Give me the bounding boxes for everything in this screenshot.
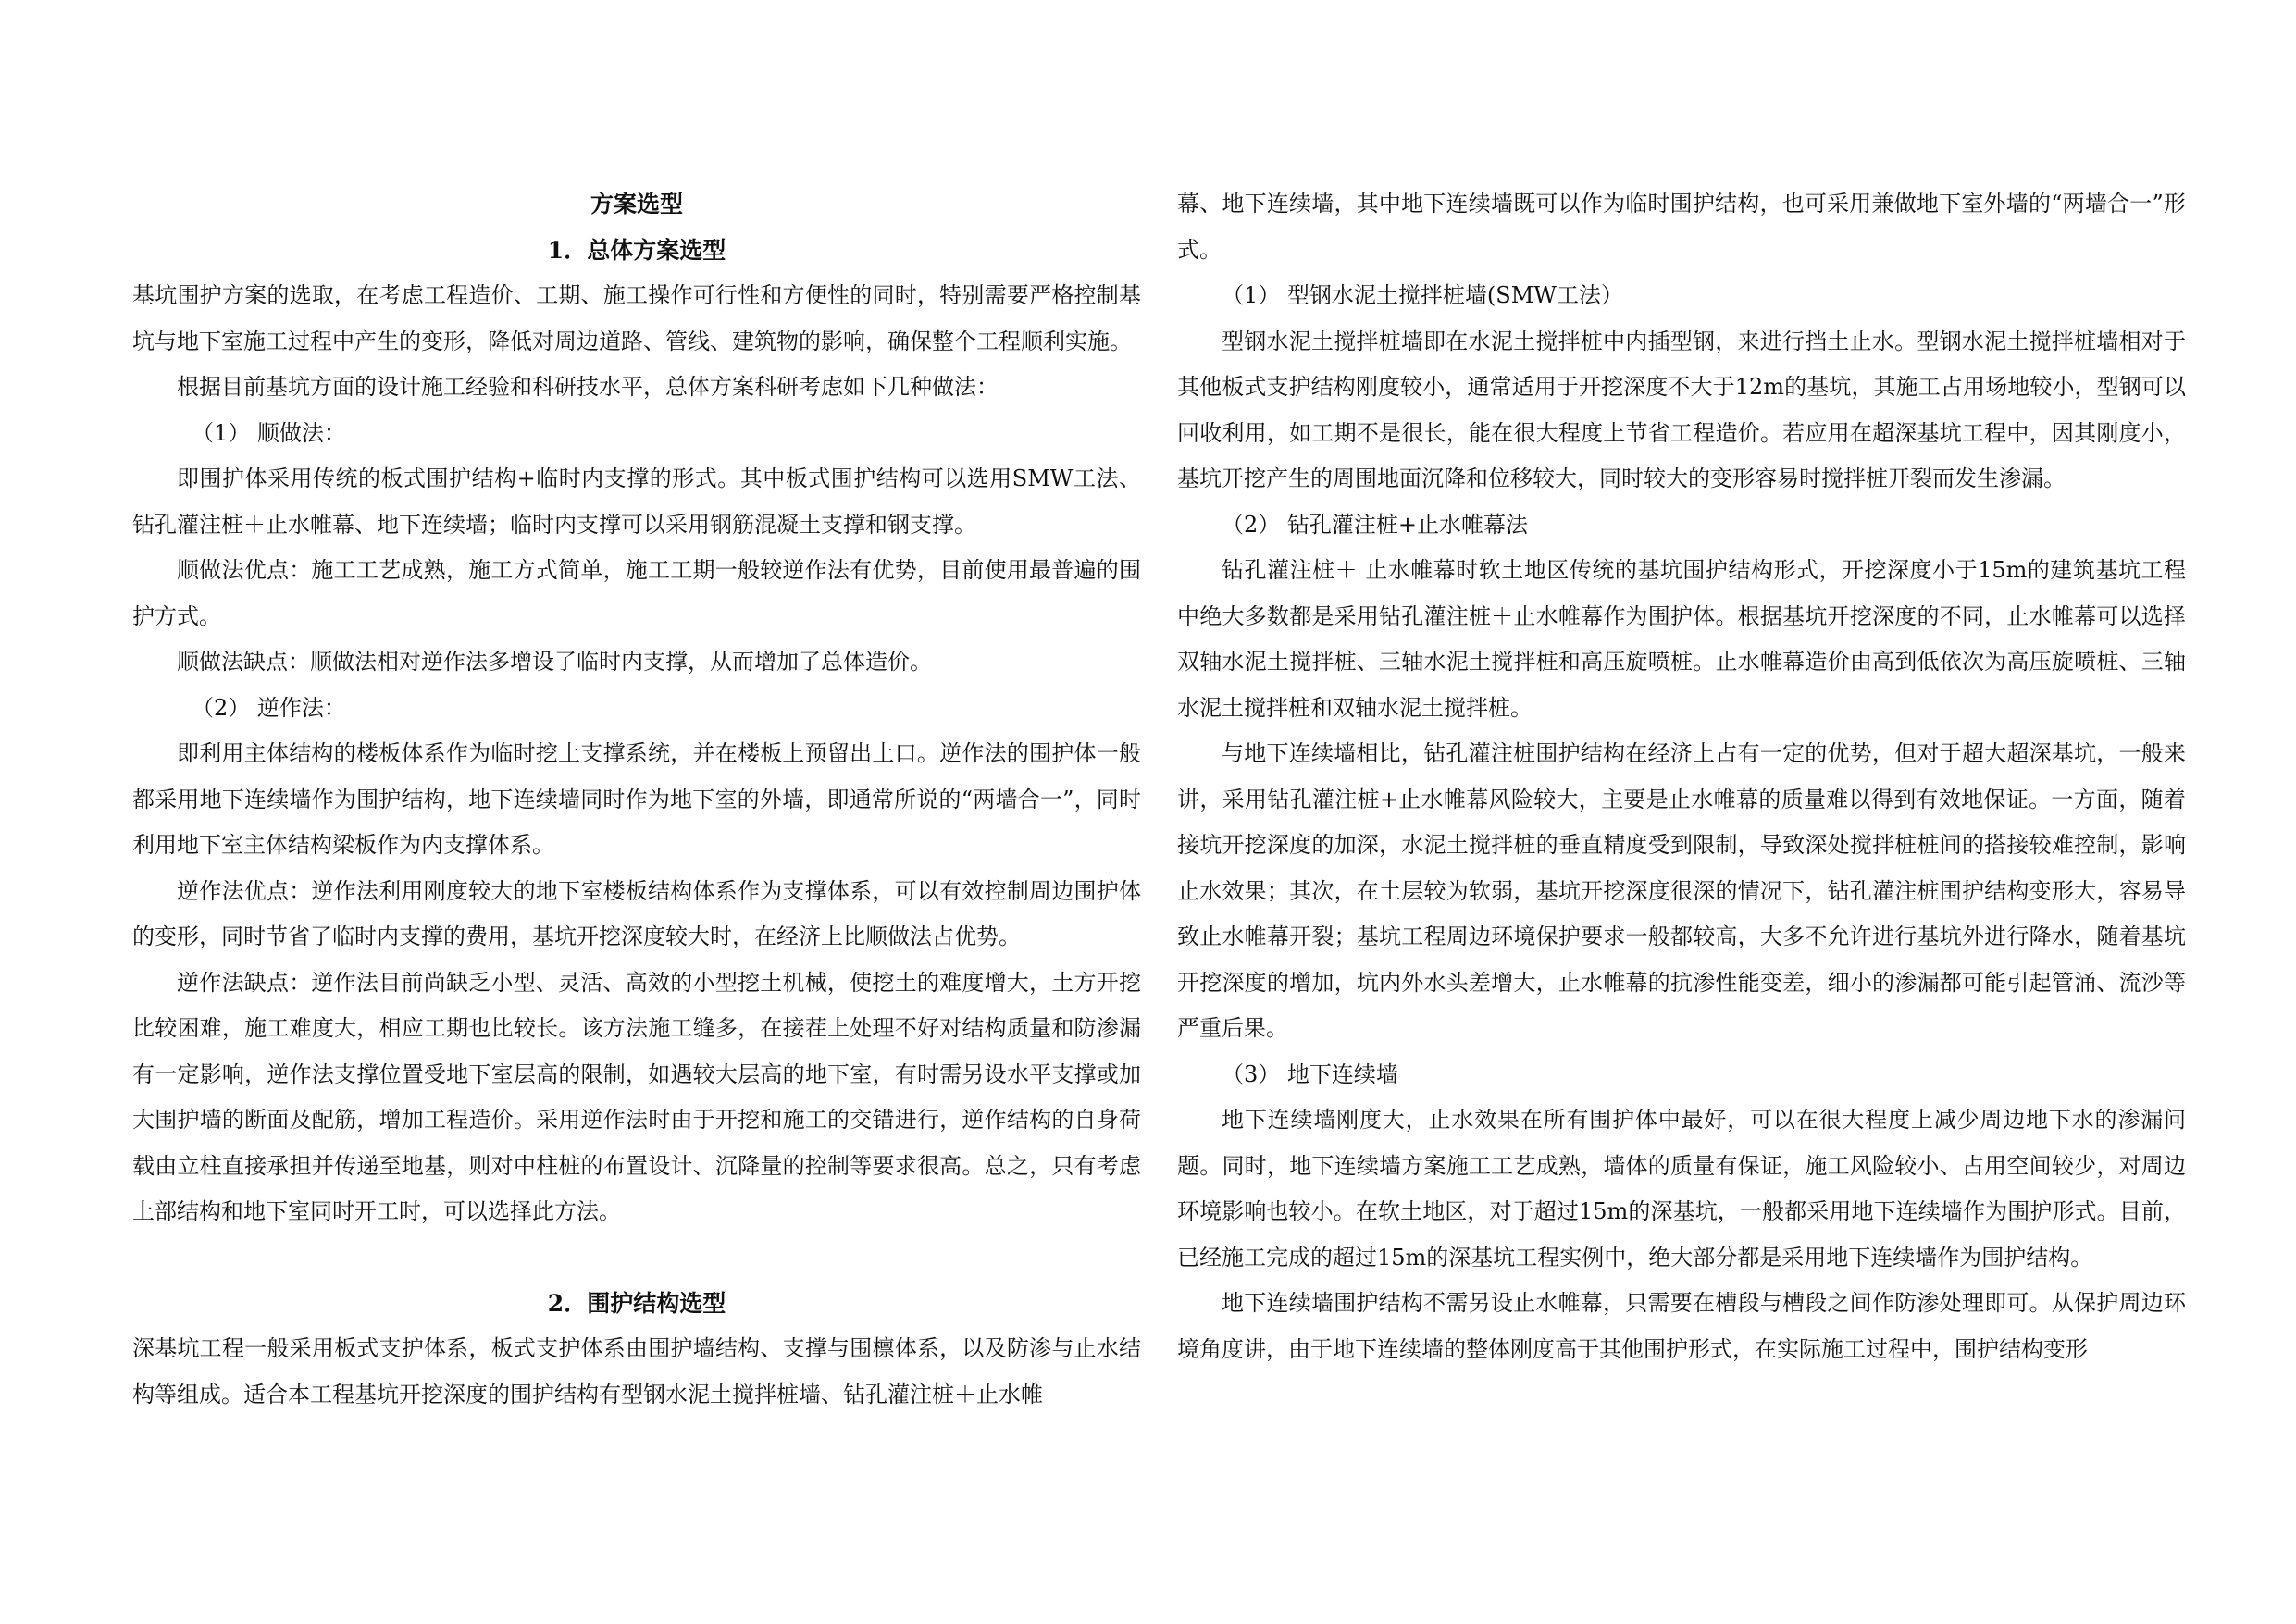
paragraph: 与地下连续墙相比，钻孔灌注桩围护结构在经济上占有一定的优势，但对于超大超深基坑，一般来讲，采用钻孔灌注桩+止水帷幕风险较大，主要是止水帷幕的质量难以得到有效地保证。一方面，随着接坑开挖深度的加深，水泥土搅拌桩的垂直精度受到限制，导致深处搅拌桩桩间的搭接较难控制，影响止水效果；其次，在土层较为软弱，基坑开挖深度很深的情况下，钻孔灌注桩围护结构变形大，容易导致止水帷幕开裂；基坑工程周边环境保护要求一般都较高，大多不允许进行基坑外进行降水，随着基坑开挖深度的增加，坑内外水头差增大，止水帷幕的抗渗性能变差，细小的渗漏都可能引起管涌、流沙等严重后果。 — [1177, 740, 2186, 1041]
paragraph: 逆作法优点：逆作法利用刚度较大的地下室楼板结构体系作为支撑体系，可以有效控制周边围护体的变形，同时节省了临时内支撑的费用，基坑开挖深度较大时，在经济上比顺做法占优势。 — [132, 877, 1141, 949]
paragraph: 顺做法缺点：顺做法相对逆作法多增设了临时内支撑，从而增加了总体造价。 — [177, 649, 932, 675]
paragraph: 型钢水泥土搅拌桩墙即在水泥土搅拌桩中内插型钢，来进行挡土止水。型钢水泥土搅拌桩墙相对于其他板式支护结构刚度较小，通常适用于开挖深度不大于12m的基坑，其施工占用场地较小，型钢可以回收利用，如工期不是很长，能在很大程度上节省工程造价。若应用在超深基坑工程中，因其刚度小，基坑开挖产生的周围地面沉降和位移较大，同时较大的变形容易时搅拌桩开裂而发生渗漏。 — [1177, 328, 2186, 491]
paragraph: 即围护体采用传统的板式围护结构+临时内支撑的形式。其中板式围护结构可以选用SMW工法、钻孔灌注桩＋止水帷幕、地下连续墙；临时内支撑可以采用钢筋混凝土支撑和钢支撑。 — [132, 465, 1141, 538]
right-column — [1177, 181, 2186, 1372]
paragraph: 地下连续墙刚度大，止水效果在所有围护体中最好，可以在很大程度上减少周边地下水的渗漏问题。同时，地下连续墙方案施工工艺成熟，墙体的质量有保证，施工风险较小、占用空间较少，对周边环境影响也较小。在软土地区，对于超过15m的深基坑，一般都采用地下连续墙作为围护形式。目前，已经施工完成的超过15m的深基坑工程实例中，绝大部分都是采用地下连续墙作为围护结构。 — [1177, 1107, 2186, 1271]
paragraph: 地下连续墙围护结构不需另设止水帷幕，只需要在槽段与槽段之间作防渗处理即可。从保护周边环境角度讲，由于地下连续墙的整体刚度高于其他围护形式，在实际施工过程中，围护结构变形 — [1177, 1290, 2186, 1362]
section-1-title: 1．总体方案选型 — [547, 236, 726, 264]
paragraph: 顺做法优点：施工工艺成熟，施工方式简单，施工工期一般较逆作法有优势，目前使用最普遍的围护方式。 — [132, 557, 1141, 629]
subheading-bored-pile: （2） 钻孔灌注桩+止水帷幕法 — [1222, 511, 1529, 538]
paragraph: 钻孔灌注桩＋ 止水帷幕时软土地区传统的基坑围护结构形式，开挖深度小于15m的建筑基坑工程中绝大多数都是采用钻孔灌注桩＋止水帷幕作为围护体。根据基坑开挖深度的不同，止水帷幕可以选择双轴水泥土搅拌桩、三轴水泥土搅拌桩和高压旋喷桩。止水帷幕造价由高到低依次为高压旋喷桩、三轴水泥土搅拌桩和双轴水泥土搅拌桩。 — [1177, 557, 2186, 721]
subheading-nizuofa: （2） 逆作法： — [192, 694, 346, 721]
paragraph: 根据目前基坑方面的设计施工经验和科研技水平，总体方案科研考虑如下几种做法： — [177, 374, 999, 400]
paragraph: 深基坑工程一般采用板式支护体系，板式支护体系由围护墙结构、支撑与围檩体系，以及防渗与止水结构等组成。适合本工程基坑开挖深度的围护结构有型钢水泥土搅拌桩墙、钻孔灌注桩＋止水帷 — [132, 1335, 1141, 1407]
subheading-shunzuofa: （1） 顺做法： — [192, 419, 346, 446]
paragraph: 逆作法缺点：逆作法目前尚缺乏小型、灵活、高效的小型挖土机械，使挖土的难度增大，土方开挖比较困难，施工难度大，相应工期也比较长。该方法施工缝多，在接茬上处理不好对结构质量和防渗漏有一定影响，逆作法支撑位置受地下室层高的限制，如遇较大层高的地下室，有时需另设水平支撑或加大围护墙的断面及配筋，增加工程造价。采用逆作法时由于开挖和施工的交错进行，逆作结构的自身荷载由立柱直接承担并传递至地基，则对中柱桩的布置设计、沉降量的控制等要求很高。总之，只有考虑上部结构和地下室同时开工时，可以选择此方法。 — [132, 969, 1141, 1224]
section-2-title: 2．围护结构选型 — [547, 1289, 726, 1317]
left-column — [132, 181, 1141, 1418]
paragraph: 即利用主体结构的楼板体系作为临时挖土支撑系统，并在楼板上预留出土口。逆作法的围护体一般都采用地下连续墙作为围护结构，地下连续墙同时作为地下室的外墙，即通常所说的“两墙合一”，同时利用地下室主体结构梁板作为内支撑体系。 — [132, 740, 1141, 858]
subheading-diaphragm-wall: （3） 地下连续墙 — [1222, 1060, 1398, 1087]
paragraph: 基坑围护方案的选取，在考虑工程造价、工期、施工操作可行性和方便性的同时，特别需要严格控制基坑与地下室施工过程中产生的变形，降低对周边道路、管线、建筑物的影响，确保整个工程顺利实施。 — [132, 282, 1141, 354]
document-title: 方案选型 — [590, 191, 683, 217]
paragraph: 幕、地下连续墙，其中地下连续墙既可以作为临时围护结构，也可采用兼做地下室外墙的“两墙合一”形式。 — [1177, 191, 2186, 263]
subheading-smw: （1） 型钢水泥土搅拌桩墙(SMW工法） — [1222, 282, 1623, 308]
